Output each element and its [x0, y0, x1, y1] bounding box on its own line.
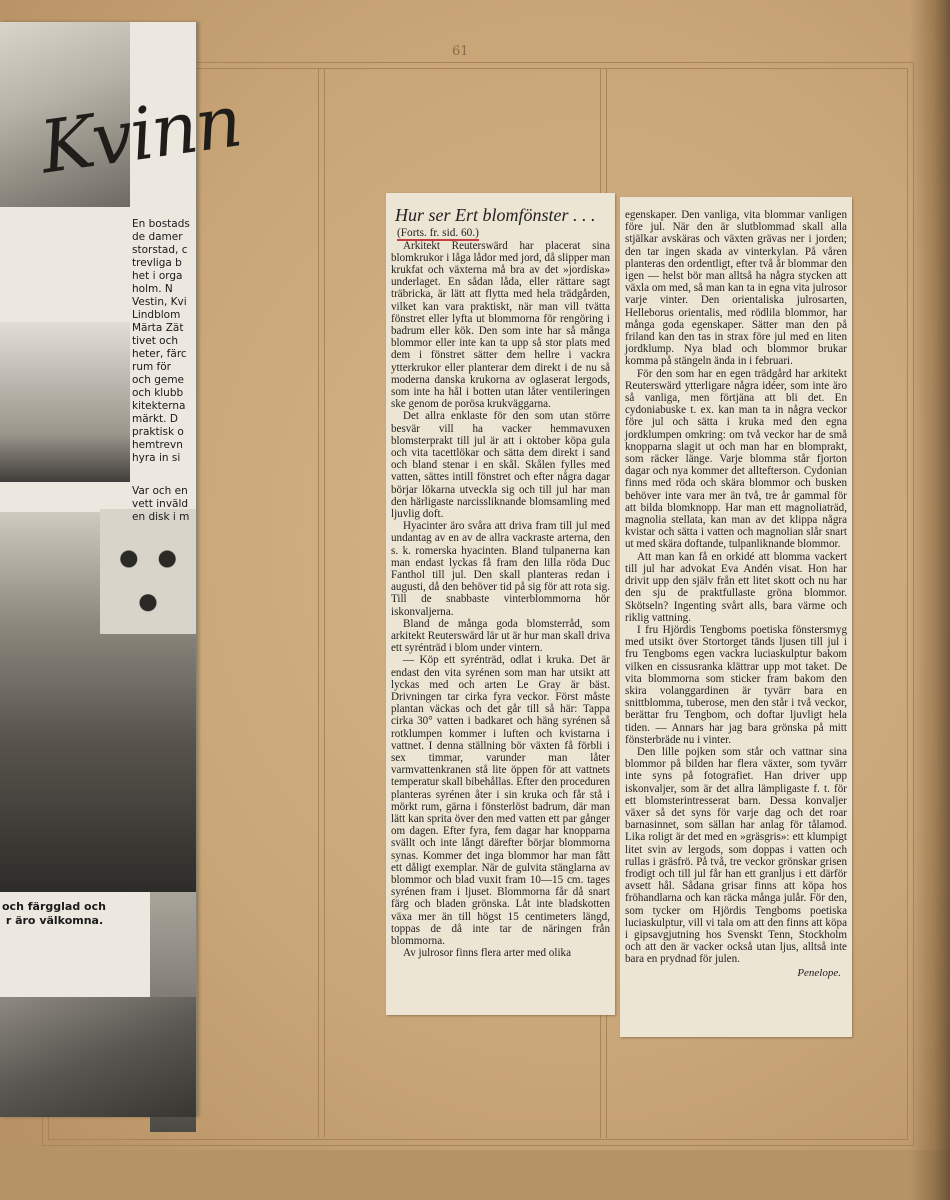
- paragraph: Hyacinter äro svåra att driva fram till jul med undantag av en av de allra vackraste arterna, den s. k. romerska hyacinten. Bland tulpanerna kan man endast lyckas få fram den lilla röda Duc Fanthol till jul. Den skall planteras redan i augusti, då den behöver tid på sig för att rota sig. Till de snabbaste vinterblommorna hör iskonvaljerna.: [391, 520, 610, 618]
- photo-piano-room: [0, 322, 130, 482]
- magazine-caption: och färgglad och r äro välkomna.: [2, 900, 106, 927]
- paragraph: För den som har en egen trädgård har arkitekt Reuterswärd ytterligare några idéer, som inte äro så vanliga, men förtjäna att bli det. En cydoniabuske t. ex. kan man ta in några veckor före jul och sätta i kruka med den egna jordklumpen omkring: om två veckor har de små knopparna slagit ut och man har en blomprakt, som räcker länge. Varje blomma står fjorton dagar och nya kommer det alltefterson. Cydonian finns med röda och skära blommor och busken behöver inte vara mer än två, tre år gammal för att bilda blomknopp. Har man ett magnoliaträd, magnolia stellata, kan man av det klippa några kvistar och sätta i vatten och magnolian slår snart ut med skära doftande, tulpanliknande blommor.: [625, 367, 847, 551]
- magazine-title: Kvinn: [35, 78, 246, 190]
- photo-building: [0, 997, 196, 1117]
- page-bottom-edge: [0, 1150, 950, 1200]
- magazine-text: Var och en vett inväld en disk i m: [132, 485, 190, 523]
- page-number: 61: [452, 44, 469, 59]
- album-spine-shadow: [910, 0, 950, 1200]
- paragraph: Det allra enklaste för den som utan större besvär vill ha vacker hemmavuxen blomsterprakt till jul är att i oktober köpa gula och vita tacettlökar och sätta dem direkt i sand och bland stenar i en skål. Skålen fylles med vatten, sättes intill fönstret och efter några dagar börjar lökarna utveckla sig och till jul har man den härligaste narcissliknande blomsamling med ljuvlig doft.: [391, 410, 610, 520]
- paragraph: Av julrosor finns flera arter med olika: [403, 947, 571, 960]
- paragraph: egenskaper. Den vanliga, vita blommar vanligen före jul. När den är slutblommad skall alla stjälkar avskäras och växten grävas ner i jorden; den tar ingen skada av vinterkylan. På våren planteras den ordentligt, efter två år blommar den igen — helst bör man alltså ha några stycken att växla om med, så man kan ta in egna vita julrosor varje vinter. Den orientaliska julrosarten, Helleborus orientalis, med rödlila blommor, har många goda egenskaper. Sätter man den på friland kan den tas in strax före jul med en liten jordklump. Nya blad och blommor brukar komma på stängeln ända in i februari.: [625, 209, 847, 368]
- column-divider: [318, 68, 319, 1138]
- paragraph: Arkitekt Reuterswärd har placerat sina blomkrukor i låga lådor med jord, då slipper man krukfat och växterna må bra av det »jordiska» underlaget. En sådan låda, eller rättare sagt träbricka, är lätt att flytta med hela trädgården, vilket kan vara praktiskt, när man vill tvätta fönstret eller lyfta ut blommorna för rengöring i badrum eller kök. Den som inte har så många blommor eller inte kan ta upp så stor plats med dem i fönstret sätter dem hellre i vackra ytterkrukor eller planterar dem direkt i de nu så moderna danska krukorna av oglaserat lergods, som inte ha hål i botten utan låter ventileringen ske genom de porösa krukväggarna.: [391, 239, 610, 411]
- column-divider: [324, 68, 325, 1138]
- photo-wall-plates: [100, 509, 196, 634]
- paragraph: Bland de många goda blomsterråd, som arkitekt Reuterswärd lär ut är hur man skall driva ett syrénträd i blom under vintern.: [391, 617, 610, 655]
- article-body: [391, 240, 610, 960]
- article-headline: Hur ser Ert blomfönster . . .: [395, 205, 596, 225]
- paragraph: — Köp ett syrénträd, odlat i kruka. Det är endast den vita syrénen som man har utsikt att lyckas med och arten Le Gray är bäst. Drivningen tar cirka fyra veckor. Först måste plantan väckas och det går till så här: Tappa cirka 30° vatten i badkaret och häng syrénen så rotklumpen kommer i luften och kvistarna i vattnet. I denna ställning bör växten få förbli i sex timmar, varunder man låter varmvattenkranen stå lite öppen för att vattnets temperatur skall bibehållas. Efter den proceduren planteras syrénen åter i sin kruka och får stå i mörkt rum, gärna i fönsterlöst badrum, där man lätt kan sprita över den med vatten ett par gånger om dagen. Efter fyra, fem dagar har knopparna svällt och inte långt därefter börjar blommorna synas. Kommer det inga blommor har man fått ett dåligt exemplar. När de gulvita stänglarna av blommor och blad vuxit fram 10—15 cm. tages syrénen fram i ljuset. Blommorna får då snart färg och bladen grönska. Låt inte bladskotten växa mer än till högst 15 centimeters längd, toppas de då inte tar de näringen från blommorna.: [391, 654, 610, 948]
- signature: Penelope.: [797, 966, 841, 979]
- continued-from-note: [397, 227, 610, 240]
- newspaper-clipping-1: [386, 193, 615, 1015]
- article-body: [625, 209, 847, 966]
- paragraph: I fru Hjördis Tengboms poetiska fönstersmyg med utsikt över Stortorget tänds ljusen till jul i fru Tengboms egen vackra luciaskulptur bakom vilken en cissusranka klättrar upp mot taket. De vita blommorna som sticker fram bakom den skira volanggardinen är tyvärr bara en snittblomma, tuberose, men den står i två veckor, berättar fru Tengbom, och doftar ljuvligt hela tiden. — Annars har jag bara grönska på mitt fönsterbräde nu i vinter.: [625, 623, 847, 746]
- newspaper-clipping-2: [620, 197, 852, 1037]
- magazine-text: En bostads de damer storstad, c trevliga b het i orga holm. N Vestin, Kvi Lindblom Märta Zät tivet och heter, färc rum för och geme och klubb kitekterna märkt. D praktisk o hemtrevn hyra in si: [132, 218, 190, 464]
- paragraph: Den lille pojken som står och vattnar sina blommor på bilden har flera växter, som tyvärr inte syns på fotografiet. Han driver upp iskonvaljer, som är det allra lämpligaste f. t. för ett blomsterintresserat barn. Dessa konvaljer växer så det syns för varje dag och det roar barnasinnet, som sällan har anlag för tålamod. Lika roligt är det med en »gräsgris»: ett klumpigt litet svin av lergods, som doppas i vatten och rullas i gräsfrö. På två, tre veckor grönskar grisen frodigt och till jul får han ett granljus i ett därför avsett hål. Sådana grisar finns att köpa hos fröhandlarna och kan räcka många julår. För den, som tycker om Hjördis Tengboms poetiska luciaskulptur, vill vi tala om att den finns att köpa i gipsavgjutning hos Svenskt Tenn, Stockholm och att den är vacker också utan ljus, alltså inte bara en prydnad för julen.: [625, 745, 847, 966]
- paragraph: Att man kan få en orkidé att blomma vackert till jul har advokat Eva Andén visat. Hon har drivit upp den själv från ett litet skott och nu har den sju de praktfullaste gröna blommor. Skötseln? Ingenting svårt alls, bara värme och riklig vattning.: [625, 550, 847, 624]
- magazine-clipping: [0, 22, 246, 1117]
- continued-from-text: (Forts. fr. sid. 60.): [397, 227, 479, 239]
